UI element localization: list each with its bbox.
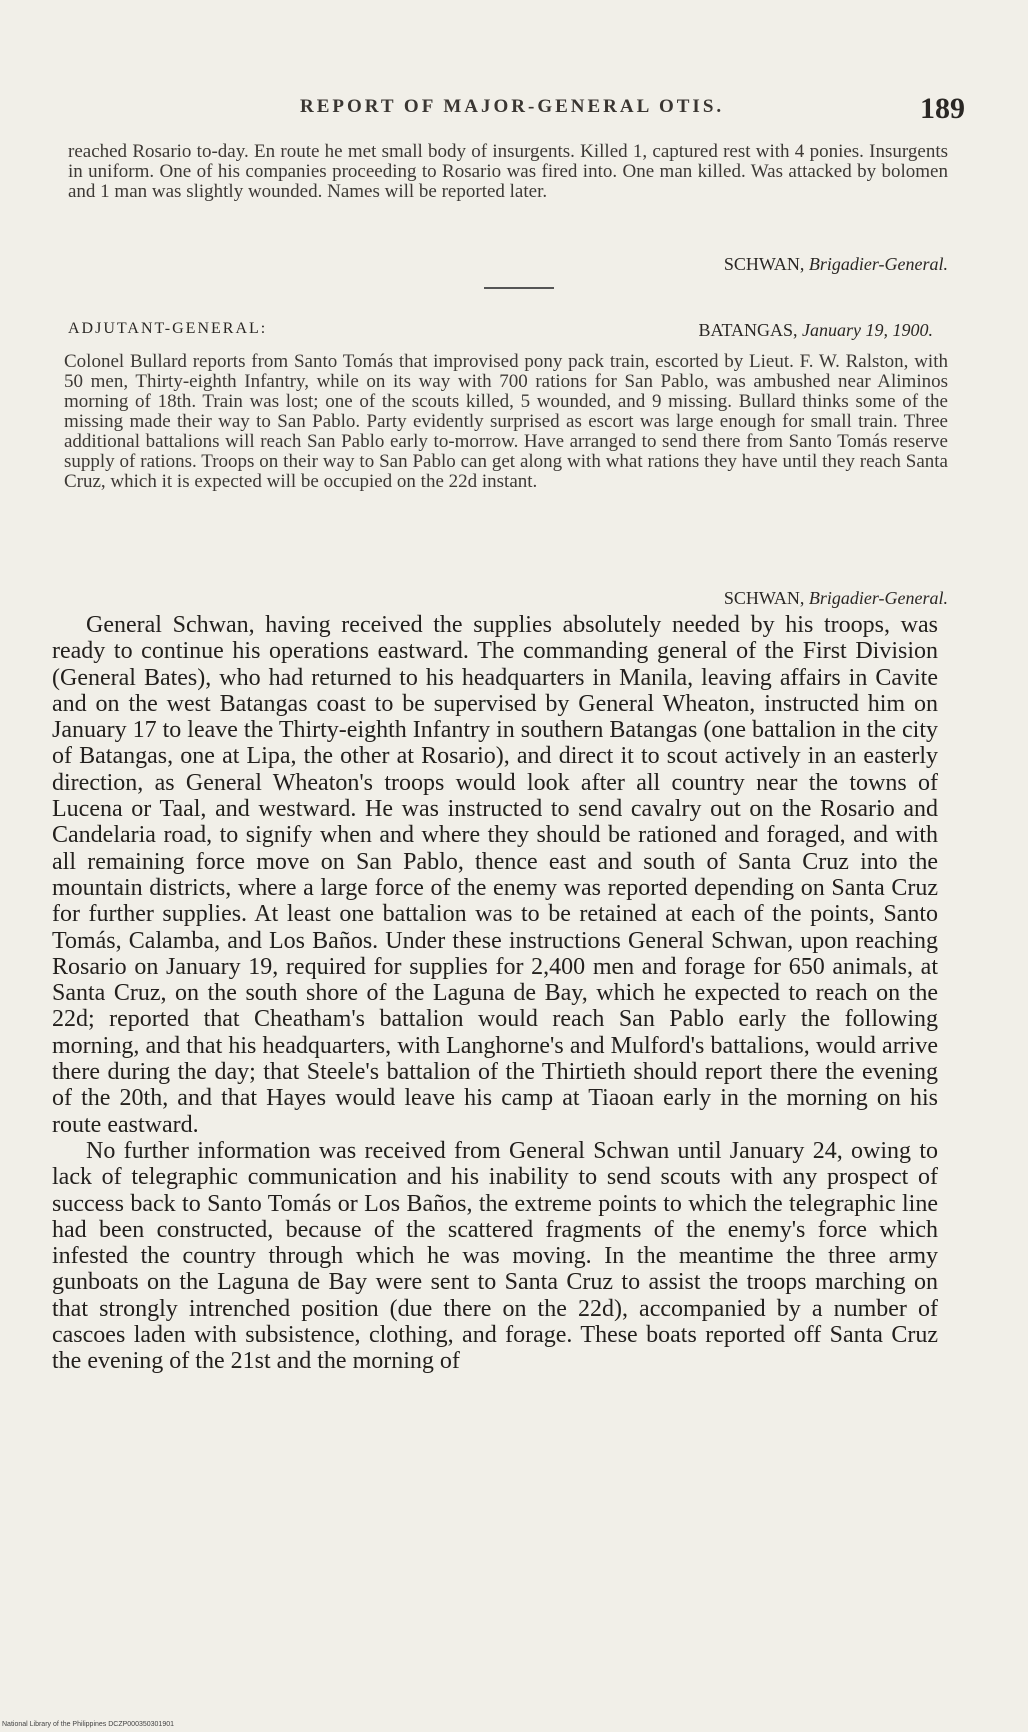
signature-name: SCHWAN, [723,254,805,274]
section-divider [484,287,554,289]
dateline-place: BATANGAS, [698,320,798,340]
telegram-2-signature [68,588,948,609]
page-number: 189 [920,92,965,125]
telegram-2-addressee: ADJUTANT-GENERAL: [68,320,268,337]
running-head: REPORT OF MAJOR-GENERAL OTIS. [300,96,725,117]
dateline-date: January 19, 1900. [802,320,933,340]
signature-rank: Brigadier-General. [808,254,948,274]
library-footer: National Library of the Philippines DCZP000350301901 [2,1721,174,1728]
telegram-1-signature [68,254,948,275]
body-paragraph-2: No further information was received from General Schwan until January 24, owing to lack of telegraphic communication and his inability to send scouts with any prospect of success back to Santo Tomás or Los Baños, the extreme points to which the telegraphic line had been constructed, because of the scattered fragments of the enemy's force which infested the country through which he was moving. In the meantime the three army gunboats on the Laguna de Bay were sent to Santa Cruz to assist the troops marching on that strongly intrenched position (due there on the 22d), accompanied by a number of cascoes laden with subsistence, clothing, and forage. These boats reported off Santa Cruz the evening of the 21st and the morning of [52,1137,938,1375]
page-header [60,92,965,136]
signature-rank: Brigadier-General. [808,588,948,608]
telegram-2-text: Colonel Bullard reports from Santo Tomás that improvised pony pack train, escorted by Lieut. F. W. Ralston, with 50 men, Thirty-eighth Infantry, while on its way with 700 rations for San Pablo, was ambushed near Aliminos morning of 18th. Train was lost; one of the scouts killed, 5 wounded, and 9 missing. Bullard thinks some of the missing made their way to San Pablo. Party evidently surprised as escort was large enough for small train. Three additional battalions will reach San Pablo early to-morrow. Have arranged to send there from Santo Tomás reserve supply of rations. Troops on their way to San Pablo can get along with what rations they have until they reach Santa Cruz, which it is expected will be occupied on the 22d instant. [64,351,948,492]
body-paragraph-1: General Schwan, having received the supplies absolutely needed by his troops, was ready to continue his operations eastward. The commanding general of the First Division (General Bates), who had returned to his headquarters in Manila, leaving affairs in Cavite and on the west Batangas coast to be supervised by General Wheaton, instructed him on January 17 to leave the Thirty-eighth Infantry in southern Batangas (one battalion in the city of Batangas, one at Lipa, the other at Rosario), and direct it to scout actively in an easterly direction, as General Wheaton's troops would look after all country near the towns of Lucena or Taal, and westward. He was instructed to send cavalry out on the Rosario and Candelaria road, to signify when and where they should be rationed and foraged, and with all remaining force move on San Pablo, thence east and south of Santa Cruz into the mountain districts, where a large force of the enemy was reported depending on Santa Cruz for further supplies. At least one battalion was to be retained at each of the points, Santo Tomás, Calamba, and Los Baños. Under these instructions General Schwan, upon reaching Rosario on January 19, required for supplies for 2,400 men and forage for 650 animals, at Santa Cruz, on the south shore of the Laguna de Bay, which he expected to reach on the 22d; reported that Cheatham's battalion would reach San Pablo early the following morning, and that his headquarters, with Langhorne's and Mulford's battalions, would arrive there during the day; that Steele's battalion of the Thirtieth should report there the evening of the 20th, and that Hayes would leave his camp at Tiaoan early in the morning on his route eastward. [52,612,938,1138]
body-text [52,612,938,1375]
telegram-1-text: reached Rosario to-day. En route he met small body of insurgents. Killed 1, captured rest with 4 ponies. Insurgents in uniform. One of his companies proceeding to Rosario was fired into. One man killed. Was attacked by bolomen and 1 man was slightly wounded. Names will be reported later. [68,141,948,202]
signature-name: SCHWAN, [723,588,805,608]
telegram-2-dateline [698,320,933,341]
